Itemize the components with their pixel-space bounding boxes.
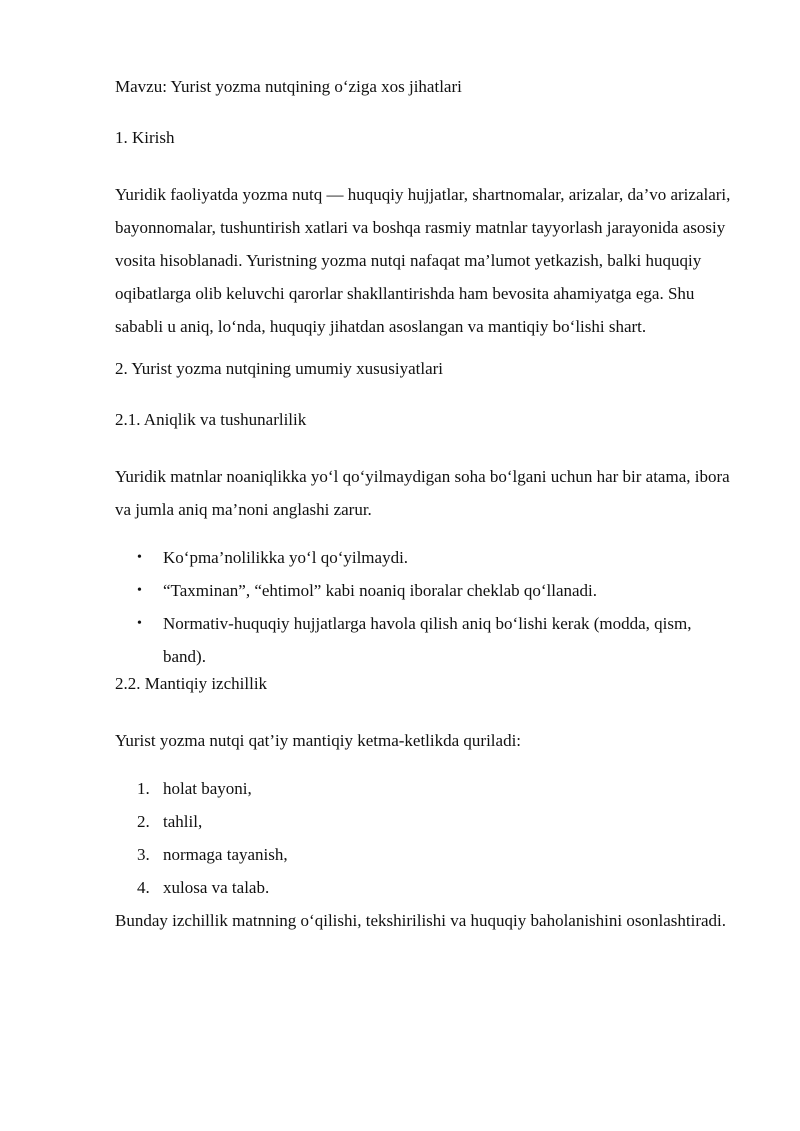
item-text: holat bayoni, xyxy=(163,779,252,798)
section-2-2-heading: 2.2. Mantiqiy izchillik xyxy=(115,674,268,693)
document-body xyxy=(115,76,735,937)
bullet-marker: • xyxy=(137,616,142,631)
numbered-item xyxy=(115,805,735,838)
bullet-list xyxy=(115,541,735,673)
section-1-heading: 1. Kirish xyxy=(115,128,175,147)
section-2-heading: 2. Yurist yozma nutqining umumiy xususiyatlari xyxy=(115,359,444,378)
item-text: tahlil, xyxy=(163,812,203,831)
section-2-2-paragraph: Yurist yozma nutqi qat’iy mantiqiy ketma-ketlikda quriladi: xyxy=(115,731,522,750)
bullet-text: Normativ-huquqiy hujjatlarga havola qilish aniq bo‘lishi kerak (modda, qism, band). xyxy=(163,614,692,666)
numbered-item xyxy=(115,838,735,871)
item-text: normaga tayanish, xyxy=(163,845,288,864)
numbered-item xyxy=(115,871,735,904)
section-1-paragraph: Yuridik faoliyatda yozma nutq — huquqiy hujjatlar, shartnomalar, arizalar, da’vo arizalari, bayonnomalar, tushuntirish xatlari va boshqa rasmiy matnlar tayyorlash jarayonida asosiy vosita hisoblanadi. Yuristning yozma nutqi nafaqat ma’lumot yetkazish, balki huquqiy oqibatlarga olib keluvchi qarorlar shakllantirishda ham bevosita ahamiyatga ega. Shu sababli u aniq, lo‘nda, huquqiy jihatdan asoslangan va mantiqiy bo‘lishi shart. xyxy=(115,185,731,336)
bullet-text: Ko‘pma’nolilikka yo‘l qo‘yilmaydi. xyxy=(163,548,409,567)
section-2-1-paragraph: Yuridik matnlar noaniqlikka yo‘l qo‘yilmaydigan soha bo‘lgani uchun har bir atama, ibora va jumla aniq ma’noni anglashi zarur. xyxy=(115,467,730,519)
section-2-1-heading: 2.1. Aniqlik va tushunarlilik xyxy=(115,410,307,429)
item-number: 4. xyxy=(137,878,150,897)
topic-heading: Mavzu: Yurist yozma nutqining o‘ziga xos jihatlari xyxy=(115,77,462,96)
numbered-list xyxy=(115,772,735,904)
item-text: xulosa va talab. xyxy=(163,878,270,897)
bullet-item xyxy=(115,541,735,574)
numbered-item xyxy=(115,772,735,805)
item-number: 1. xyxy=(137,779,150,798)
bullet-marker: • xyxy=(137,550,142,565)
closing-paragraph: Bunday izchillik matnning o‘qilishi, tekshirilishi va huquqiy baholanishini osonlashtiradi. xyxy=(115,911,726,930)
bullet-item xyxy=(115,607,735,673)
bullet-marker: • xyxy=(137,583,142,598)
item-number: 2. xyxy=(137,812,150,831)
bullet-text: “Taxminan”, “ehtimol” kabi noaniq iboralar cheklab qo‘llanadi. xyxy=(163,581,598,600)
item-number: 3. xyxy=(137,845,150,864)
bullet-item xyxy=(115,574,735,607)
